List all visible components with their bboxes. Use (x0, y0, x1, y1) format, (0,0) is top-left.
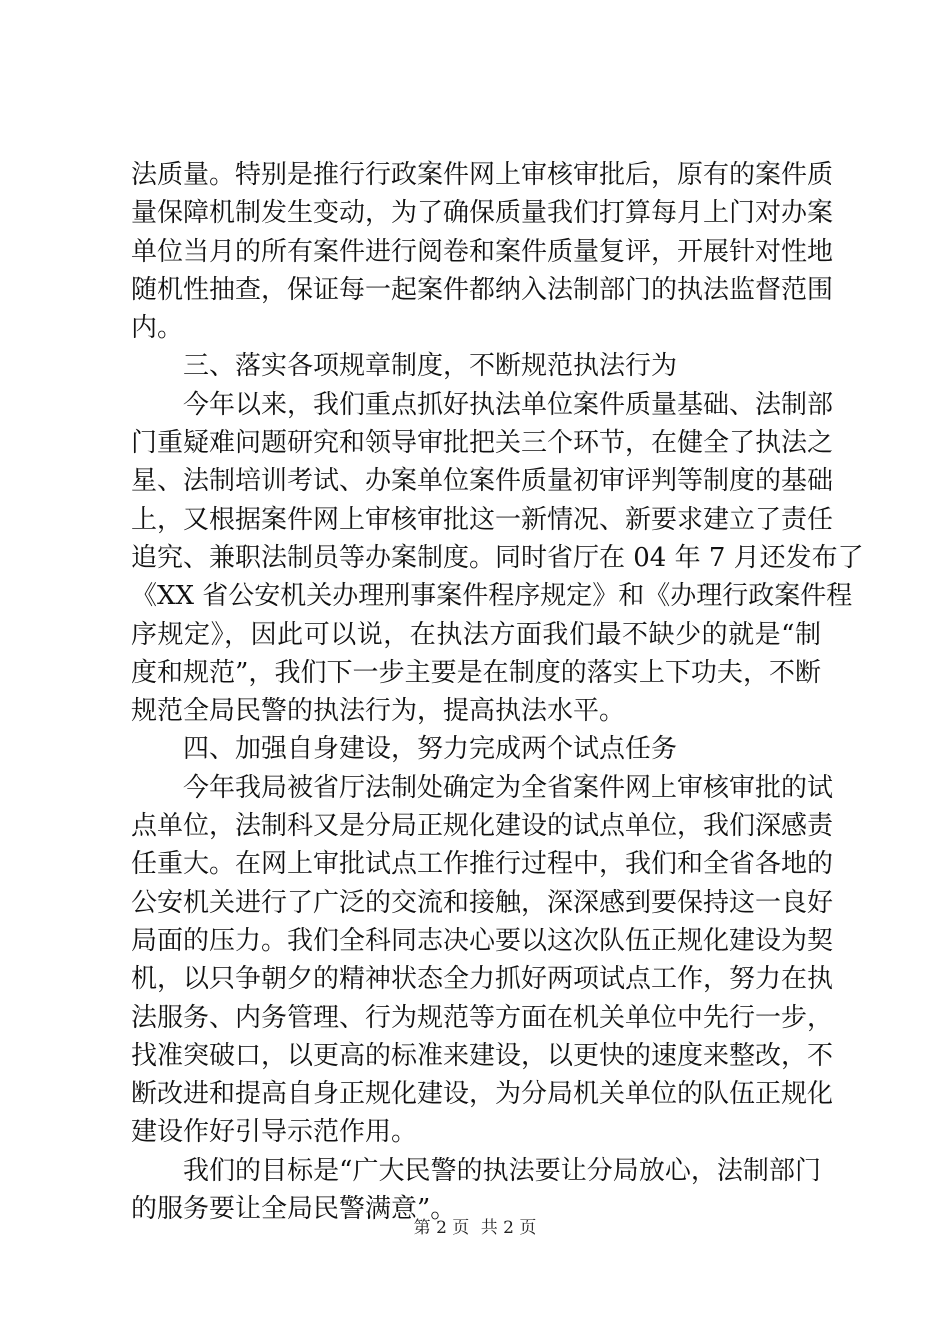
text-line: 随机性抽查，保证每一起案件都纳入法制部门的执法监督范围 (131, 274, 834, 305)
text-line: 规范全局民警的执法行为，提高执法水平。 (131, 696, 626, 727)
text-line: 点单位，法制科又是分局正规化建设的试点单位，我们深感责 (131, 811, 834, 842)
document-body (131, 156, 864, 1228)
text-line: 门重疑难问题研究和领导审批把关三个环节，在健全了执法之 (131, 428, 834, 459)
text-line: 今年我局被省厅法制处确定为全省案件网上审核审批的试 (183, 772, 834, 803)
text-line: 法质量。特别是推行行政案件网上审核审批后，原有的案件质 (131, 160, 834, 190)
text-line: 星、法制培训考试、办案单位案件质量初审评判等制度的基础 (131, 466, 834, 497)
text-line: 三、落实各项规章制度，不断规范执法行为 (183, 351, 678, 382)
text-line: 我们的目标是“广大民警的执法要让分局放心，法制部门 (183, 1155, 821, 1186)
page-number: 第 2 页 (413, 1218, 470, 1238)
text-line: 任重大。在网上审批试点工作推行过程中，我们和全省各地的 (131, 849, 834, 880)
text-line: 法服务、内务管理、行为规范等方面在机关单位中先行一步， (131, 1002, 834, 1033)
text-line: 四、加强自身建设，努力完成两个试点任务 (183, 734, 678, 765)
text-line: 单位当月的所有案件进行阅卷和案件质量复评，开展针对性地 (131, 236, 834, 267)
page-total: 共 2 页 (480, 1218, 537, 1238)
text-line: 度和规范”，我们下一步主要是在制度的落实上下功夫，不断 (131, 657, 821, 688)
text-line: 断改进和提高自身正规化建设，为分局机关单位的队伍正规化 (131, 1079, 834, 1110)
text-line: 序规定》，因此可以说，在执法方面我们最不缺少的就是“制 (131, 619, 821, 650)
text-line: 量保障机制发生变动，为了确保质量我们打算每月上门对办案 (131, 198, 834, 229)
page-footer (0, 1213, 950, 1238)
text-line: 的服务要让全局民警满意”。 (131, 1194, 457, 1225)
text-line: 追究、兼职法制员等办案制度。同时省厅在 04 年 7 月还发布了 (131, 542, 864, 573)
text-line: 局面的压力。我们全科同志决心要以这次队伍正规化建设为契 (131, 925, 834, 956)
text-line: 机，以只争朝夕的精神状态全力抓好两项试点工作，努力在执 (131, 964, 834, 995)
text-line: 《XX 省公安机关办理刑事案件程序规定》和《办理行政案件程 (131, 581, 853, 612)
text-line: 公安机关进行了广泛的交流和接触，深深感到要保持这一良好 (131, 887, 834, 918)
text-line: 今年以来，我们重点抓好执法单位案件质量基础、法制部 (183, 389, 834, 420)
text-line: 找准突破口，以更高的标准来建设，以更快的速度来整改，不 (131, 1040, 834, 1071)
text-line: 内。 (131, 313, 184, 344)
text-line: 建设作好引导示范作用。 (131, 1117, 418, 1148)
text-line: 上，又根据案件网上审核审批这一新情况、新要求建立了责任 (131, 504, 834, 535)
